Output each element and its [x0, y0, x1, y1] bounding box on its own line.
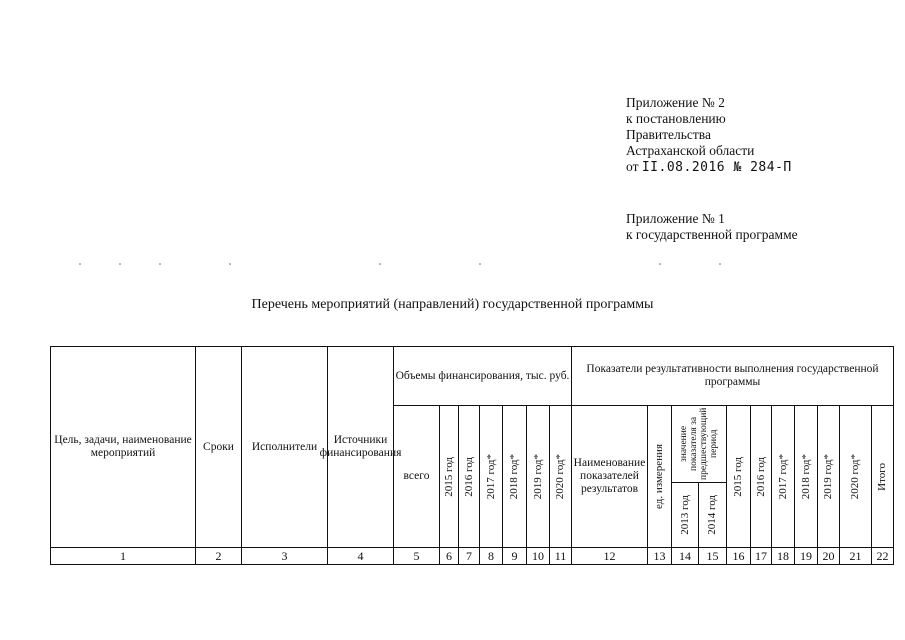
appendix-2-line: Астраханской области — [626, 143, 755, 158]
header-fund-2016 — [458, 405, 480, 548]
appendix-1-line: к государственной программе — [626, 227, 798, 242]
header-fund-2015 — [439, 405, 459, 548]
col-number: 3 — [241, 547, 328, 565]
appendix-1-block — [626, 211, 798, 243]
header-ind-2016-text: 2016 год — [754, 456, 767, 497]
header-fund-2020 — [549, 405, 572, 548]
col-number: 4 — [327, 547, 394, 565]
header-fund-2015-text: 2015 год — [442, 456, 455, 497]
header-ind-2018-text: 2018 год* — [799, 453, 812, 500]
col-number: 2 — [195, 547, 242, 565]
header-goal — [50, 346, 196, 548]
col-number: 19 — [794, 547, 818, 565]
col-number: 17 — [750, 547, 772, 565]
col-number: 20 — [817, 547, 840, 565]
header-total — [393, 405, 440, 548]
header-prev-2013 — [671, 482, 699, 548]
header-terms-text: Сроки — [203, 440, 234, 453]
header-prev-value-text: значение показателя за предшествующий период — [679, 407, 719, 481]
header-prev-2013-text: 2013 год — [678, 495, 691, 535]
col-number: 9 — [502, 547, 527, 565]
col-number: 15 — [698, 547, 727, 565]
col-number: 22 — [871, 547, 894, 565]
scan-specks — [60, 262, 860, 266]
handwritten-date-number: II.08.2016 № 284-П — [641, 160, 792, 175]
header-funding-group — [393, 346, 572, 406]
measures-table — [50, 346, 894, 565]
appendix-2-date-line — [626, 159, 792, 176]
col-number: 18 — [771, 547, 795, 565]
col-number: 1 — [50, 547, 196, 565]
header-fund-2018 — [502, 405, 527, 548]
header-final-text: Итого — [876, 462, 888, 491]
header-executors-text: Исполнители — [251, 440, 318, 453]
header-sources-text: Источники финансирования — [319, 434, 402, 459]
header-executors — [241, 346, 328, 548]
header-fund-2017 — [479, 405, 503, 548]
header-fund-2019 — [526, 405, 550, 548]
header-ind-2015 — [726, 405, 751, 548]
col-number: 7 — [458, 547, 480, 565]
header-ind-2016 — [750, 405, 772, 548]
header-fund-2017-text: 2017 год* — [484, 453, 497, 500]
header-indicator-name-text: Наименование показателей результатов — [573, 457, 646, 495]
appendix-2-block — [626, 95, 792, 176]
header-ind-2017-text: 2017 год* — [776, 453, 789, 500]
header-ind-2015-text: 2015 год — [732, 456, 744, 497]
header-ind-2020 — [839, 405, 872, 548]
header-total-text: всего — [403, 470, 430, 482]
col-number: 14 — [671, 547, 699, 565]
appendix-1-line: Приложение № 1 — [626, 211, 725, 226]
col-number: 12 — [571, 547, 648, 565]
appendix-2-line: Правительства — [626, 127, 711, 142]
appendix-2-line: к постановлению — [626, 111, 726, 126]
col-number: 16 — [726, 547, 751, 565]
header-fund-2018-text: 2018 год* — [508, 453, 520, 500]
header-indicators-group — [571, 346, 894, 406]
header-prev-2014 — [698, 482, 727, 548]
col-number: 21 — [839, 547, 872, 565]
header-terms — [195, 346, 242, 548]
header-fund-2020-text: 2020 год* — [554, 453, 566, 500]
header-ind-2019-text: 2019 год* — [822, 453, 834, 500]
header-prev-2014-text: 2014 год — [706, 495, 718, 535]
header-ind-2019 — [817, 405, 840, 548]
col-number: 13 — [647, 547, 672, 565]
header-fund-2019-text: 2019 год* — [531, 453, 544, 500]
date-prefix: от — [626, 159, 639, 174]
col-number: 10 — [526, 547, 550, 565]
header-fund-2016-text: 2016 год — [462, 456, 475, 497]
col-number: 8 — [479, 547, 503, 565]
header-indicator-name — [571, 405, 648, 548]
header-indicators-group-text: Показатели результативности выполнения государственной программы — [586, 363, 879, 388]
header-unit — [647, 405, 672, 548]
header-ind-2017 — [771, 405, 795, 548]
header-sources — [319, 346, 402, 548]
header-prev-value — [671, 405, 727, 483]
header-goal-text: Цель, задачи, наименование мероприятий — [54, 434, 192, 459]
col-number: 6 — [439, 547, 459, 565]
header-ind-2018 — [794, 405, 818, 548]
col-number: 5 — [393, 547, 440, 565]
header-final — [871, 405, 894, 548]
header-ind-2020-text: 2020 год* — [849, 453, 861, 500]
header-funding-group-text: Объемы финансирования, тыс. руб. — [395, 369, 570, 382]
col-number: 11 — [549, 547, 572, 565]
appendix-2-line: Приложение № 2 — [626, 95, 725, 110]
document-title: Перечень мероприятий (направлений) государственной программы — [251, 297, 654, 312]
header-unit-text: ед. измерения — [653, 444, 665, 509]
